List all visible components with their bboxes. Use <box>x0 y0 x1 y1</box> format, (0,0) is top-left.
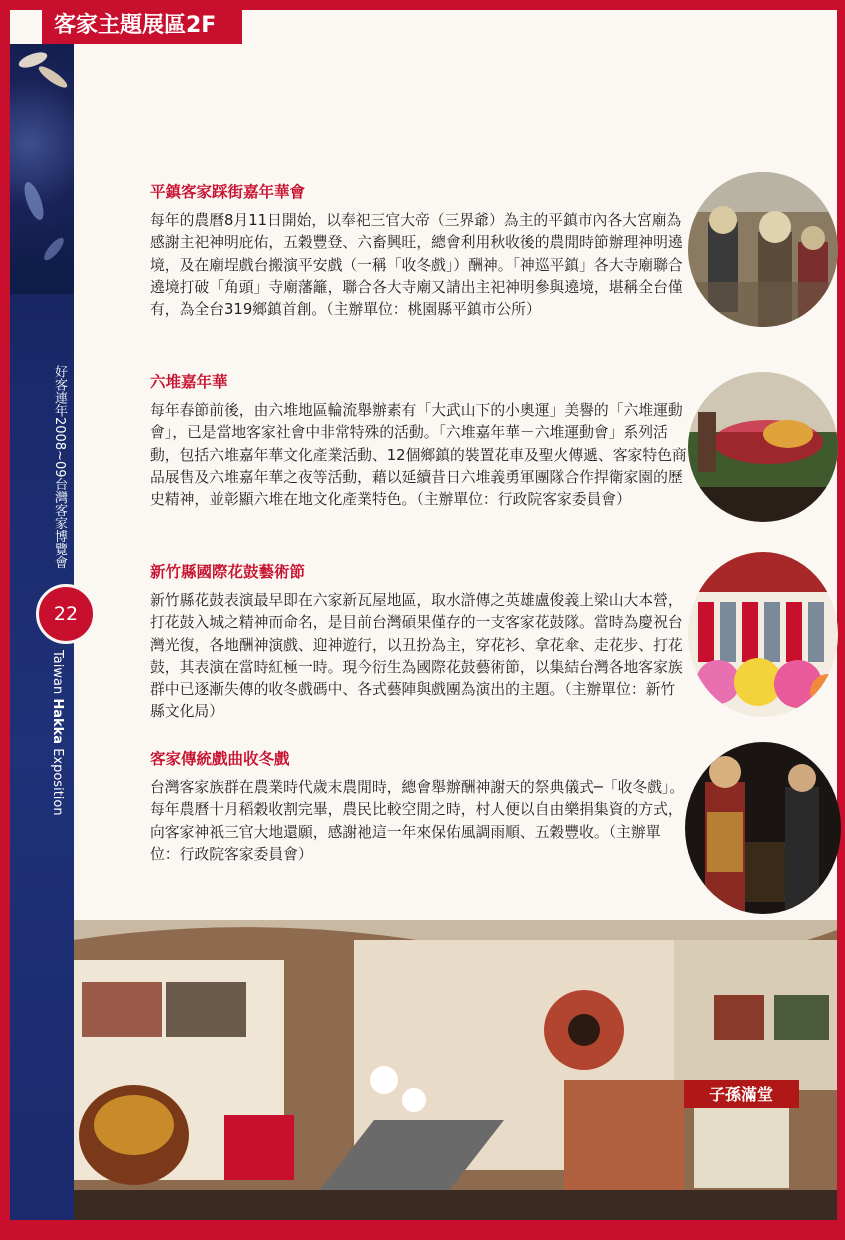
section-title: 平鎮客家踩街嘉年華會 <box>150 183 306 201</box>
section-opera <box>150 747 690 866</box>
section-body: 新竹縣花鼓表演最早即在六家新瓦屋地區，取水滸傳之英雄盧俊義上梁山大本營，打花鼓入城之精神而命名，是目前台灣碩果僅存的一支客家花鼓隊。當時為慶祝台灣光復，各地酬神演戲、迎神遊行，以丑扮為主，穿花衫、拿花傘、走花步、打花鼓，其表演在當時紅極一時。現今衍生為國際花鼓藝術節，以集結台灣各地客家族群中已逐漸失傳的收冬戲碼中、各式藝陣與戲團為演出的主題。（主辦單位：新竹縣文化局） <box>150 592 683 721</box>
parade-photo <box>688 172 838 327</box>
drum-troupe-photo <box>688 552 838 717</box>
page-number: 22 <box>36 584 96 644</box>
section-pingzhen <box>150 180 690 321</box>
float-photo <box>688 372 838 522</box>
section-title: 六堆嘉年華 <box>150 373 228 391</box>
exhibit-hall-photo <box>74 920 837 1220</box>
vertical-expo-title: 好客連年2008~09台灣客家博覽會 <box>52 365 67 569</box>
section-body: 台灣客家族群在農業時代歲末農閒時，總會舉辦酬神謝天的祭典儀式─「收冬戲」。每年農曆十月稻穀收割完畢，農民比較空閒之時，村人便以自由樂捐集資的方式，向客家神祇三官大地還願，感謝祂這一年來保佑風調雨順、五穀豐收。（主辦單位：行政院客家委員會） <box>150 779 685 863</box>
section-body: 每年春節前後，由六堆地區輪流舉辦素有「大武山下的小奧運」美譽的「六堆運動會」，已是當地客家社會中非常特殊的活動。「六堆嘉年華－六堆運動會」系列活動，包括六堆嘉年華文化產業活動、12個鄉鎮的裝置花車及聖火傳遞、客家特色商品展售及六堆嘉年華之夜等活動，藉以延續昔日六堆義勇軍團隊合作捍衛家園的歷史精神，並彰顯六堆在地文化產業特色。（主辦單位：行政院客家委員會） <box>150 402 687 509</box>
bottom-red-bar <box>0 1220 845 1240</box>
exhibit-sign-text: 子孫滿堂 <box>708 1085 774 1104</box>
section-hsinchu <box>150 560 690 724</box>
left-red-bar <box>0 0 10 1240</box>
vertical-english-title: Taiwan Hakka Exposition <box>50 650 65 816</box>
right-red-bar <box>837 0 845 1240</box>
section-liudui <box>150 370 690 511</box>
section-title: 客家傳統戲曲收冬戲 <box>150 750 290 768</box>
section-body: 每年的農曆8月11日開始，以奉祀三官大帝（三界爺）為主的平鎮市內各大宮廟為感謝主祀神明庇佑，五穀豐登、六畜興旺，總會利用秋收後的農閒時節辦理神明遶境，及在廟埕戲台搬演平安戲（一稱「收冬戲」）酬神。「神巡平鎮」各大寺廟聯合遶境打破「角頭」寺廟藩籬，聯合各大寺廟又請出主祀神明參與遶境，堪稱全台僅有，為全台319鄉鎮首創。（主辦單位：桃園縣平鎮市公所） <box>150 212 683 319</box>
opera-photo <box>685 742 841 914</box>
section-title: 新竹縣國際花鼓藝術節 <box>150 563 306 581</box>
sidebar-flower-decoration <box>10 44 74 294</box>
section-header-tab: 客家主題展區2F <box>42 8 242 44</box>
